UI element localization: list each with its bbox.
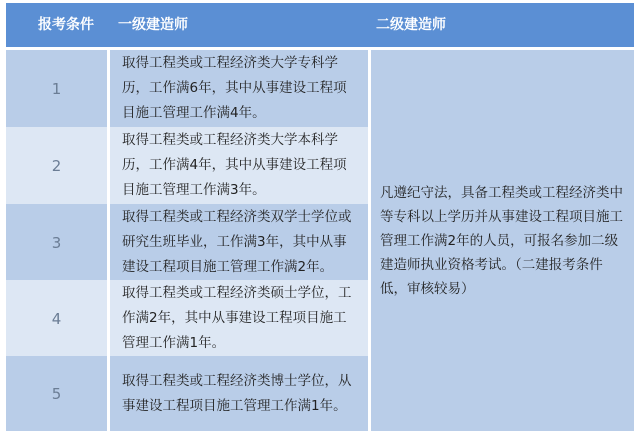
- row-requirement: 取得工程类或工程经济类大学本科学历，工作满4年，其中从事建设工程项目施工管理工作满3年。: [110, 127, 368, 204]
- table-row: [6, 127, 368, 204]
- exam-requirements-table: [6, 3, 634, 431]
- second-class-requirement: 凡遵纪守法，具备工程类或工程经济类中等专科以上学历并从事建设工程项目施工管理工作满2年的人员，可报名参加二级建造师执业资格考试。（二建报考条件低，审核较易）: [371, 50, 634, 431]
- row-number: 5: [6, 356, 107, 431]
- row-requirement: 取得工程类或工程经济类双学士学位或研究生班毕业，工作满3年，其中从事建设工程项目施工管理工作满2年。: [110, 204, 368, 281]
- header-condition: 报考条件: [38, 17, 94, 33]
- table-header: [6, 3, 634, 47]
- table-row: [6, 204, 368, 281]
- row-requirement: 取得工程类或工程经济类硕士学位，工作满2年，其中从事建设工程项目施工管理工作满1年。: [110, 280, 368, 357]
- row-number: 1: [6, 50, 107, 127]
- row-number: 3: [6, 204, 107, 281]
- row-requirement: 取得工程类或工程经济类大学专科学历，工作满6年，其中从事建设工程项目施工管理工作满4年。: [110, 50, 368, 127]
- header-second-class: 二级建造师: [376, 17, 446, 33]
- row-number: 2: [6, 127, 107, 204]
- row-requirement: 取得工程类或工程经济类博士学位，从事建设工程项目施工管理工作满1年。: [110, 356, 368, 431]
- row-number: 4: [6, 280, 107, 357]
- table-row: [6, 50, 368, 127]
- table-row: [6, 280, 368, 357]
- header-first-class: 一级建造师: [118, 17, 188, 33]
- table-row: [6, 356, 368, 431]
